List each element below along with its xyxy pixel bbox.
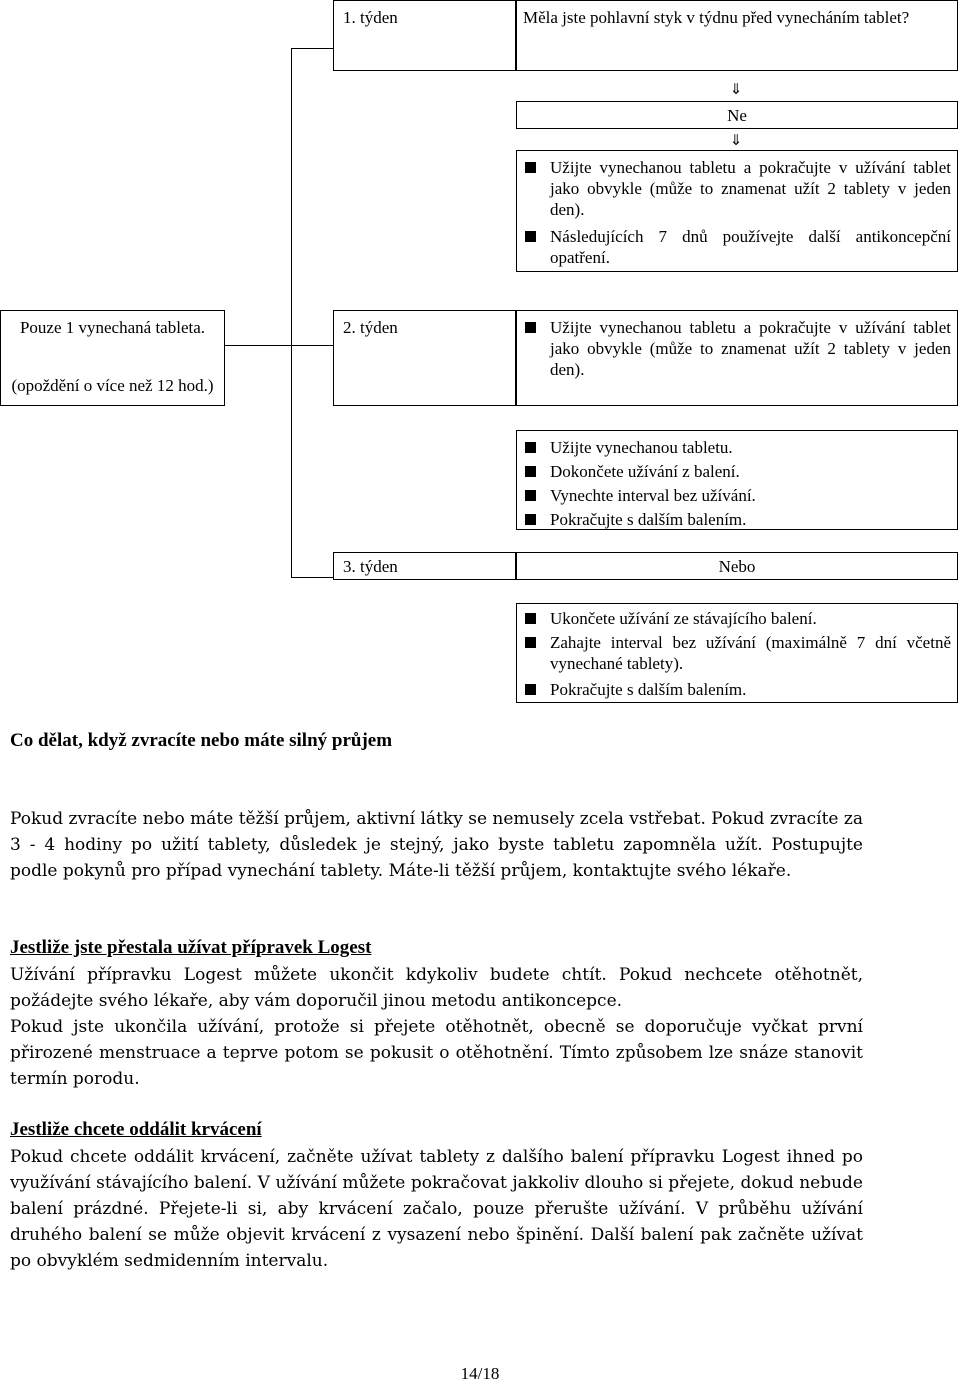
delay-text: Pokud chcete oddálit krvácení, začněte užívat tablety z dalšího balení přípravku Logest ihned po využívání stávajícího balení. V užívání můžete pokračovat jakkoliv dlouho si přejete, dokud nebude balení prázdné. Přejete-li si, aby krvácení začalo, pouze přerušte užívání. V průběhu užívání druhého balení se může objevit krvácení z vysazení nebo špinění. Další balení pak začněte užívat po obvyklém sedmidenním intervalu. bbox=[10, 1147, 863, 1271]
stop-heading: Jestliže jste přestala užívat přípravek Logest bbox=[10, 937, 372, 958]
week1-question: Měla jste pohlavní styk v týdnu před vynecháním tablet? bbox=[523, 8, 910, 27]
week3-option1-item: Dokončete užívání z balení. bbox=[517, 461, 951, 482]
week2-label-box bbox=[333, 310, 516, 406]
week1-label: 1. týden bbox=[343, 8, 398, 27]
connector-vertical bbox=[291, 48, 292, 578]
week1-actions-box bbox=[516, 150, 958, 272]
down-arrow-icon: ⇓ bbox=[729, 133, 743, 149]
no-box bbox=[516, 101, 958, 129]
week3-option1-item: Vynechte interval bez užívání. bbox=[517, 485, 951, 506]
week1-question-box bbox=[516, 0, 958, 71]
connector-week2 bbox=[291, 345, 333, 346]
week3-option1-box bbox=[516, 430, 958, 530]
or-label: Nebo bbox=[718, 557, 756, 576]
week3-option2-box bbox=[516, 603, 958, 703]
week3-option2-item: Ukončete užívání ze stávajícího balení. bbox=[517, 608, 951, 629]
page-number: 14/18 bbox=[460, 1364, 500, 1383]
no-label: Ne bbox=[727, 106, 747, 125]
week3-label: 3. týden bbox=[343, 557, 398, 576]
delay-heading: Jestliže chcete oddálit krvácení bbox=[10, 1119, 262, 1140]
or-box bbox=[516, 552, 958, 580]
connector-week3 bbox=[291, 577, 333, 578]
week3-label-box bbox=[333, 552, 516, 580]
week3-option2-item: Pokračujte s dalším balením. bbox=[517, 679, 951, 700]
start-line1: Pouze 1 vynechaná tableta. bbox=[19, 318, 206, 337]
down-arrow-icon: ⇓ bbox=[729, 82, 743, 98]
connector-top bbox=[291, 48, 333, 49]
week3-option2-item: Zahajte interval bez užívání (maximálně 7 dní včetně vynechané tablety). bbox=[517, 632, 951, 674]
stop-text-2: Pokud jste ukončila užívání, protože si přejete otěhotnět, obecně se doporučuje vyčkat první přirozené menstruace a teprve potom se pokusit o otěhotnění. Tímto způsobem lze snáze stanovit termín porodu. bbox=[10, 1017, 863, 1089]
week3-option1-item: Užijte vynechanou tabletu. bbox=[517, 437, 951, 458]
vomit-text: Pokud zvracíte nebo máte těžší průjem, aktivní látky se nemusely zcela vstřebat. Pokud zvracíte za 3 - 4 hodiny po užití tablety, důsledek je stejný, jako byste tabletu zapomněla užít. Postupujte podle pokynů pro případ vynechání tablety. Máte-li těžší průjem, kontaktujte svého lékaře. bbox=[10, 809, 863, 881]
start-line2: (opoždění o více než 12 hod.) bbox=[11, 376, 214, 395]
connector-start bbox=[225, 345, 292, 346]
week1-action-item: Užijte vynechanou tabletu a pokračujte v užívání tablet jako obvykle (může to znamenat užít 2 tablety v jeden den). bbox=[517, 157, 951, 220]
week1-label-box bbox=[333, 0, 516, 71]
week2-action-item: Užijte vynechanou tabletu a pokračujte v užívání tablet jako obvykle (může to znamenat užít 2 tablety v jeden den). bbox=[517, 317, 951, 380]
week1-action-item: Následujících 7 dnů používejte další antikoncepční opatření. bbox=[517, 226, 951, 268]
stop-text-1: Užívání přípravku Logest můžete ukončit kdykoliv budete chtít. Pokud nechcete otěhotnět, požádejte svého lékaře, aby vám doporučil jinou metodu antikoncepce. bbox=[10, 965, 863, 1011]
week3-option1-item: Pokračujte s dalším balením. bbox=[517, 509, 951, 530]
vomit-heading: Co dělat, když zvracíte nebo máte silný průjem bbox=[10, 730, 393, 751]
week2-actions-box bbox=[516, 310, 958, 406]
week2-label: 2. týden bbox=[343, 318, 398, 337]
start-box bbox=[0, 310, 225, 406]
